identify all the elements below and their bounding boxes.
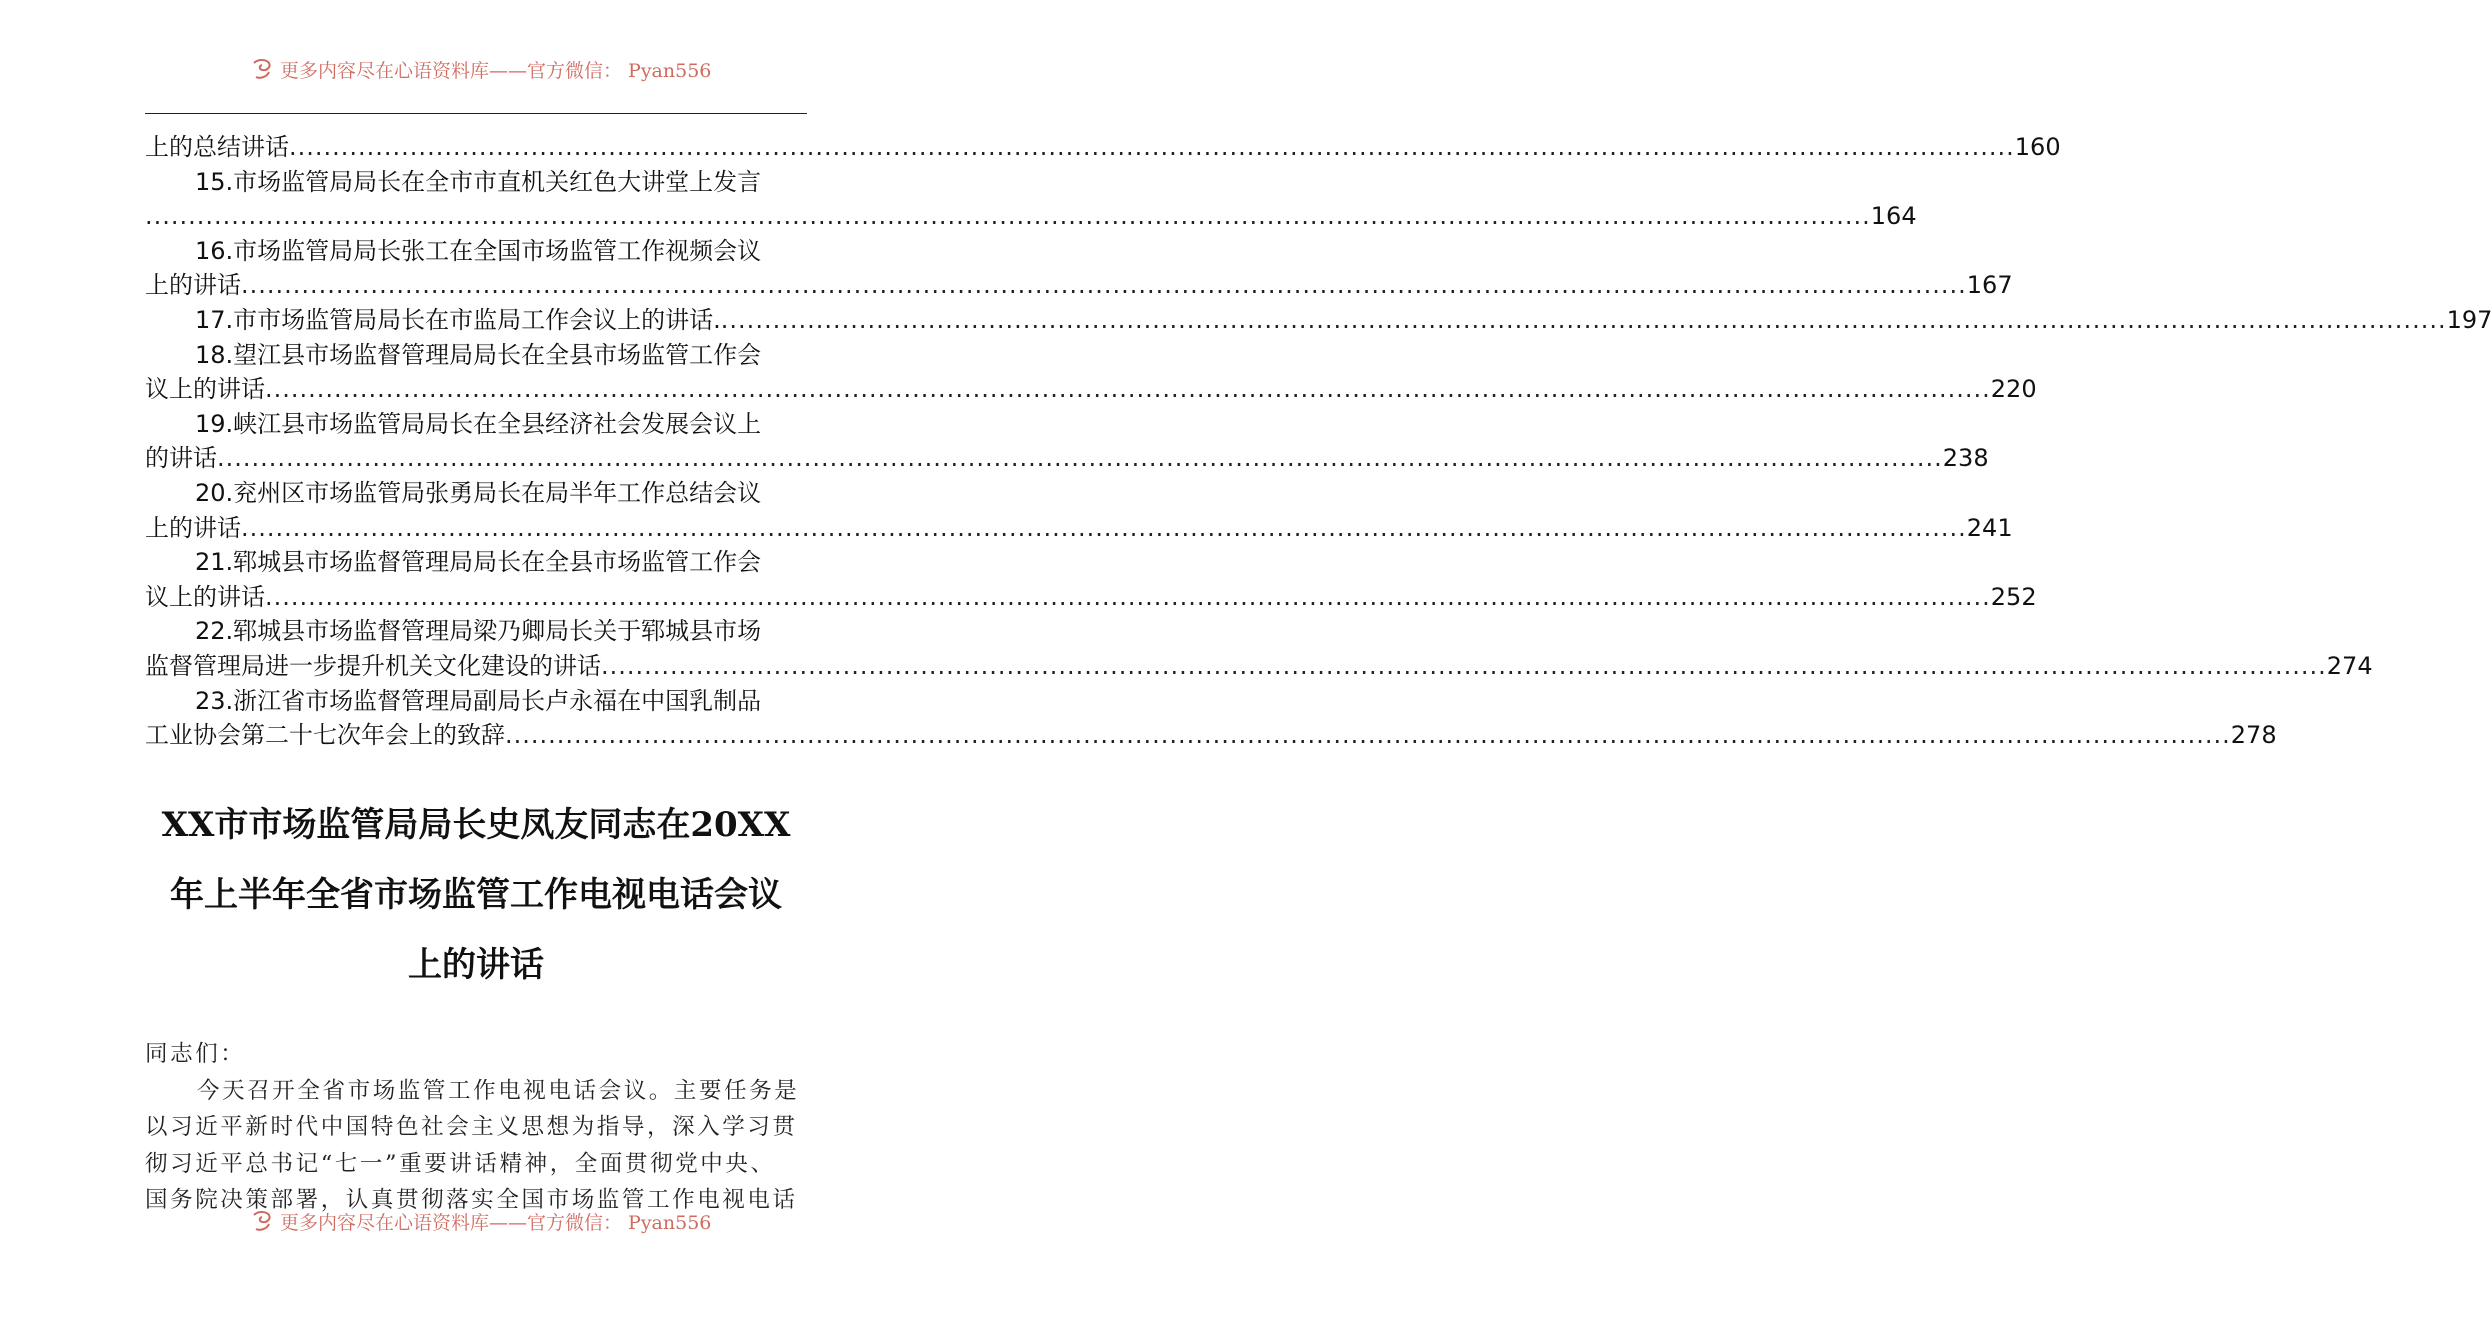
toc-entry-text: 19.峡江县市场监管局局长在全县经济社会发展会议上 (195, 409, 762, 438)
toc-page-number: 220 (1990, 375, 2037, 404)
toc-leader-dots: ........................................................................................................................................................................................................ (145, 202, 1871, 231)
header-rule (145, 113, 807, 114)
toc-line (145, 511, 2013, 546)
toc-line (145, 372, 2037, 407)
toc-entry-text: 上的总结讲话 (145, 133, 289, 161)
toc-leader-dots: ........................................................................................................................................................................................................ (720, 305, 2447, 334)
body-line-1: 今天召开全省市场监管工作电视电话会议。主要任务是 (197, 1077, 800, 1104)
watermark-logo-icon (250, 57, 274, 81)
toc-leader-dots: ........................................................................................................................................................................................................ (265, 582, 1991, 611)
toc-leader-dots: ........................................................................................................................................................................................................ (505, 721, 2231, 750)
body-line-4: 国务院决策部署，认真贯彻落实全国市场监管工作电视电话 (145, 1187, 798, 1213)
toc-page-number: 238 (1942, 444, 1989, 473)
toc-line (145, 199, 1917, 234)
toc-entry-text: 议上的讲话 (145, 582, 265, 611)
toc-line (145, 234, 807, 269)
toc-entry-text: 23.浙江省市场监督管理局副局长卢永福在中国乳制品 (195, 686, 762, 715)
toc-leader-dots: ........................................................................................................................................................................................................ (217, 444, 1943, 473)
toc-line (145, 338, 807, 373)
toc-entry-text: 18.望江县市场监督管理局局长在全县市场监管工作会 (195, 340, 762, 369)
toc-entry-text: 监督管理局进一步提升机关文化建设的讲话 (145, 651, 601, 680)
toc-entry-text: 20.兖州区市场监管局张勇局长在局半年工作总结会议 (195, 478, 762, 507)
speech-body (145, 1036, 807, 1219)
toc-page-number: 160 (2014, 133, 2061, 161)
toc-line (145, 476, 807, 511)
toc-page-number: 274 (2326, 651, 2373, 680)
watermark-logo-icon (250, 1209, 274, 1233)
toc-leader-dots: ........................................................................................................................................................................................................ (241, 271, 1967, 300)
body-line-3: 彻习近平总书记“七一”重要讲话精神，全面贯彻党中央、 (145, 1150, 776, 1177)
toc-line (145, 649, 2373, 684)
toc-line (145, 303, 2492, 338)
greeting: 同志们： (145, 1041, 246, 1067)
watermark-bottom (250, 1208, 730, 1234)
toc-line (145, 130, 2061, 165)
toc-line (145, 614, 807, 649)
toc-page-number: 252 (1990, 582, 2037, 611)
body-line-2: 以习近平新时代中国特色社会主义思想为指导，深入学习贯 (145, 1114, 798, 1140)
toc-line (145, 165, 807, 200)
toc-leader-dots: ........................................................................................................................................................................................................ (601, 651, 2327, 680)
toc-page-number: 164 (1870, 202, 1917, 231)
toc-line (145, 684, 807, 719)
toc-leader-dots: ........................................................................................................................................................................................................ (265, 375, 1991, 404)
toc-line (145, 407, 807, 442)
toc-entry-text: 工业协会第二十七次年会上的致辞 (145, 721, 505, 750)
toc-entry-text: 21.郓城县市场监督管理局局长在全县市场监管工作会 (195, 548, 762, 577)
toc-line (145, 545, 807, 580)
toc-line (145, 441, 1989, 476)
toc-entry-text: 的讲话 (145, 444, 217, 473)
watermark-text: 更多内容尽在心语资料库——官方微信： Pyan556 (280, 1211, 712, 1234)
toc-entry-text: 22.郓城县市场监督管理局梁乃卿局长关于郓城县市场 (195, 617, 762, 646)
title-line-2: 年上半年全省市场监管工作电视电话会议 (170, 875, 782, 915)
document-title (145, 790, 807, 1000)
title-line-1: XX市市场监管局局长史凤友同志在20XX (161, 805, 791, 845)
toc-entry-text: 17.市市场监管局局长在市监局工作会议上的讲话. (195, 305, 721, 334)
toc-page-number: 167 (1966, 271, 2013, 300)
toc-page-number: 197 (2446, 305, 2492, 334)
table-of-contents (145, 130, 2492, 753)
toc-page-number: 278 (2230, 721, 2277, 750)
toc-entry-text: 议上的讲话 (145, 375, 265, 404)
toc-line (145, 580, 2037, 615)
toc-entry-text: 16.市场监管局局长张工在全国市场监管工作视频会议 (195, 236, 762, 265)
watermark-top (250, 56, 730, 82)
toc-entry-text: 上的讲话 (145, 271, 241, 300)
toc-entry-text: 15.市场监管局局长在全市市直机关红色大讲堂上发言 (195, 167, 762, 196)
title-line-3: 上的讲话 (408, 945, 544, 985)
toc-line (145, 268, 2013, 303)
toc-leader-dots: ........................................................................................................................................................................................................ (289, 133, 2015, 161)
toc-entry-text: 上的讲话 (145, 513, 241, 542)
toc-page-number: 241 (1966, 513, 2013, 542)
toc-leader-dots: ........................................................................................................................................................................................................ (241, 513, 1967, 542)
watermark-text: 更多内容尽在心语资料库——官方微信： Pyan556 (280, 59, 712, 82)
toc-line (145, 718, 2277, 753)
